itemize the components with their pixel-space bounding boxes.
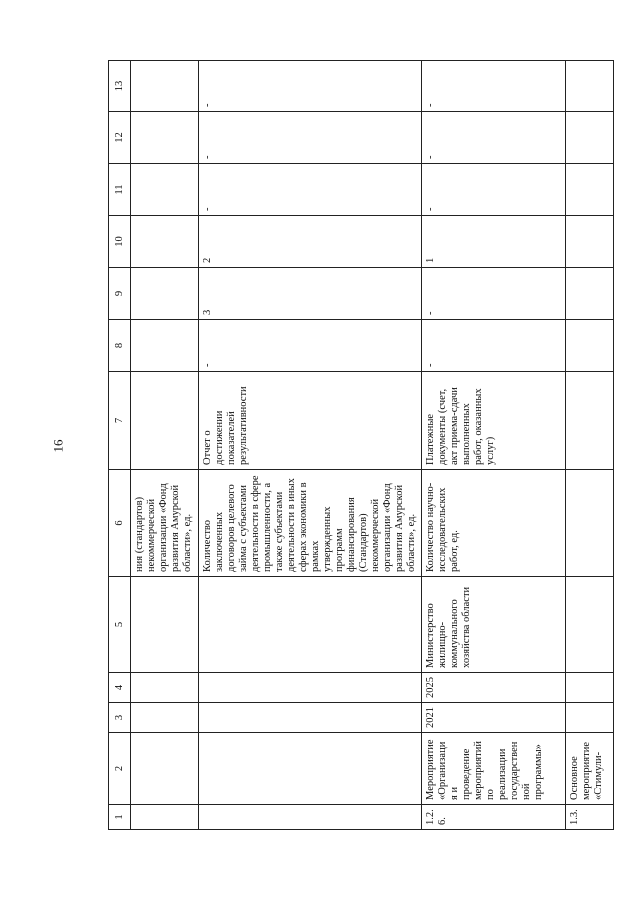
header-cell: 9 (109, 268, 131, 320)
table-cell (566, 577, 614, 673)
table-cell (199, 805, 422, 830)
table-cell: - (199, 320, 422, 372)
header-cell: 1 (109, 805, 131, 830)
table-cell (131, 216, 199, 268)
table-cell (131, 268, 199, 320)
table-cell: 2 (199, 216, 422, 268)
table-cell: Платежные документы (счет, акт приема-сдачи выполненных работ, оказанных услуг) (422, 372, 566, 470)
table-cell (131, 61, 199, 112)
table-cell (131, 703, 199, 733)
table-row (199, 61, 422, 830)
header-row (109, 61, 131, 830)
header-cell: 10 (109, 216, 131, 268)
table-cell (199, 577, 422, 673)
table-cell: - (422, 320, 566, 372)
table-cell (566, 268, 614, 320)
header-cell: 3 (109, 703, 131, 733)
table-cell (131, 372, 199, 470)
table-cell: Количество научно-исследовательских работ, ед. (422, 470, 566, 577)
table-cell: 1 (422, 216, 566, 268)
table-cell: - (199, 112, 422, 164)
page-number: 16 (50, 439, 66, 453)
table-cell (566, 673, 614, 703)
table-cell: 1.3. (566, 805, 614, 830)
header-cell: 2 (109, 733, 131, 805)
table-cell: Количество заключенных договоров целевого займа с субъектами деятельности в сфере промышленности, а также субъектами деятельности в иных сферах экономики в рамках утвержденных программ финансирования (Стандартов) некоммерческой организации «Фонд развития Амурской области», ед. (199, 470, 422, 577)
table-cell: - (422, 61, 566, 112)
table-cell (566, 112, 614, 164)
table-cell: ния (стандартов) некоммерческой организации «Фонд развития Амурской области», ед. (131, 470, 199, 577)
table-row (131, 61, 199, 830)
table-cell (199, 673, 422, 703)
table-cell (199, 703, 422, 733)
table-cell (566, 372, 614, 470)
table-cell: - (422, 112, 566, 164)
table-cell: 3 (199, 268, 422, 320)
table-cell (131, 733, 199, 805)
table-cell (566, 320, 614, 372)
table-cell (131, 577, 199, 673)
header-cell: 4 (109, 673, 131, 703)
header-cell: 11 (109, 164, 131, 216)
header-cell: 13 (109, 61, 131, 112)
rotated-table-area (108, 60, 604, 830)
table-cell (566, 216, 614, 268)
table-cell: - (422, 164, 566, 216)
table-cell: Отчет о достижении показателей результативности (199, 372, 422, 470)
table-row (566, 61, 614, 830)
program-table (108, 60, 614, 830)
header-cell: 8 (109, 320, 131, 372)
header-cell: 7 (109, 372, 131, 470)
header-cell: 5 (109, 577, 131, 673)
table-cell (566, 703, 614, 733)
table-cell: - (422, 268, 566, 320)
table-cell: Основное мероприятие «Стимули- (566, 733, 614, 805)
table-cell (566, 470, 614, 577)
table-cell (566, 164, 614, 216)
header-cell: 6 (109, 470, 131, 577)
table-cell: 1.2.6. (422, 805, 566, 830)
table-cell (566, 61, 614, 112)
table-cell (199, 733, 422, 805)
table-cell: - (199, 61, 422, 112)
table-cell (131, 673, 199, 703)
header-cell: 12 (109, 112, 131, 164)
table-cell: - (199, 164, 422, 216)
table-cell (131, 320, 199, 372)
table-cell: 2025 (422, 673, 566, 703)
table-cell (131, 164, 199, 216)
table-cell: Мероприятие «Организация и проведение мероприятий по реализации государственной программы» (422, 733, 566, 805)
table-cell: Министерство жилищно-коммунального хозяйства области (422, 577, 566, 673)
table-row (422, 61, 566, 830)
table-cell: 2021 (422, 703, 566, 733)
table-cell (131, 805, 199, 830)
table-cell (131, 112, 199, 164)
